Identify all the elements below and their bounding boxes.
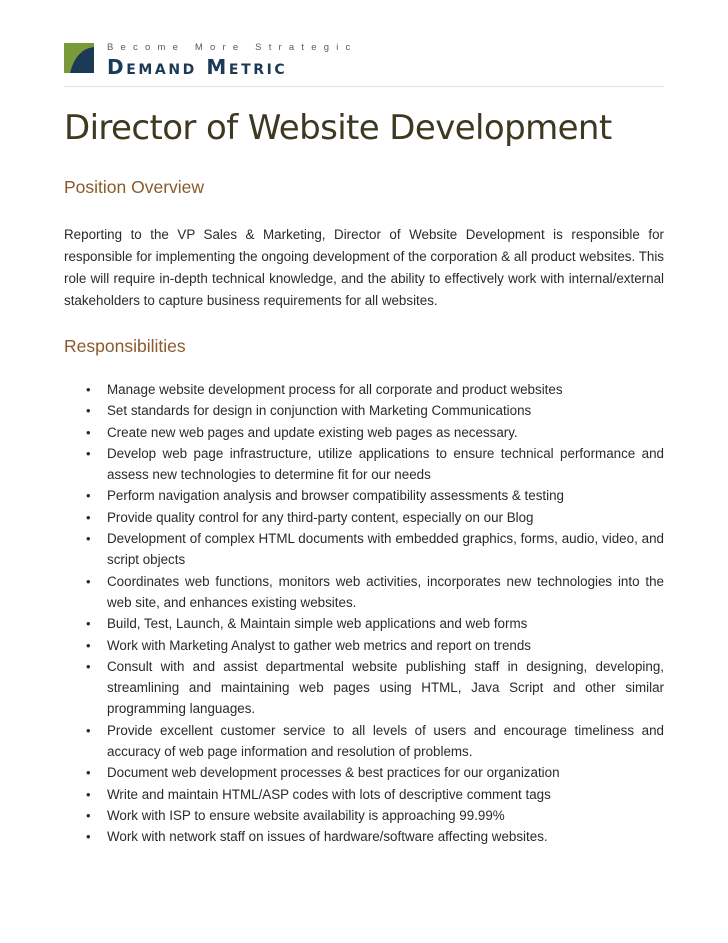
demand-metric-logo-icon: [64, 43, 94, 73]
list-item: [64, 400, 664, 421]
list-item-text: Provide quality control for any third-party content, especially on our Blog: [107, 509, 534, 525]
position-overview-text: Reporting to the VP Sales & Marketing, Director of Website Development is responsible for responsible for implementing the ongoing development of the corporation & all product websites. This role will require in-depth technical knowledge, and the ability to effectively work with internal/external stakeholders to capture business requirements for all websites.: [64, 227, 664, 308]
list-item-text: Work with Marketing Analyst to gather web metrics and report on trends: [107, 637, 531, 653]
bullet-icon: •: [86, 445, 91, 461]
list-item: [64, 656, 664, 720]
list-item-text: Set standards for design in conjunction with Marketing Communications: [107, 403, 532, 419]
list-item: [64, 443, 664, 486]
list-item: [64, 507, 664, 528]
list-item-text: Development of complex HTML documents with embedded graphics, forms, audio, video, and script objects: [107, 531, 664, 568]
brand-tagline: Become More Strategic: [107, 42, 358, 53]
list-item: [64, 784, 664, 805]
bullet-icon: •: [86, 616, 91, 632]
list-item: [64, 571, 664, 614]
list-item-text: Work with ISP to ensure website availability is approaching 99.99%: [107, 807, 505, 823]
responsibilities-list: [64, 379, 664, 848]
bullet-icon: •: [86, 531, 91, 547]
bullet-icon: •: [86, 722, 91, 738]
list-item: [64, 720, 664, 763]
list-item-text: Build, Test, Launch, & Maintain simple web applications and web forms: [107, 616, 528, 632]
list-item: [64, 485, 664, 506]
bullet-icon: •: [86, 829, 91, 845]
bullet-icon: •: [86, 637, 91, 653]
bullet-icon: •: [86, 382, 91, 397]
list-item-text: Write and maintain HTML/ASP codes with lots of descriptive comment tags: [107, 786, 551, 802]
list-item-text: Document web development processes & best practices for our organization: [107, 765, 560, 781]
responsibilities-heading: Responsibilities: [64, 336, 186, 356]
list-item: [64, 762, 664, 783]
list-item: [64, 613, 664, 634]
list-item: [64, 379, 664, 400]
page-header: [64, 30, 664, 90]
bullet-icon: •: [86, 807, 91, 823]
list-item-text: Consult with and assist departmental website publishing staff in designing, developing, streamlining and maintaining web pages using HTML, Java Script and other similar programming languages.: [107, 658, 664, 717]
bullet-icon: •: [86, 424, 91, 440]
list-item-text: Provide excellent customer service to all levels of users and encourage timeliness and accuracy of web page information and resolution of problems.: [107, 722, 664, 760]
list-item: [64, 805, 664, 826]
brand-name: Demand Metric: [107, 55, 288, 79]
list-item: [64, 826, 664, 847]
list-item: [64, 422, 664, 443]
bullet-icon: •: [86, 658, 91, 674]
list-item-text: Manage website development process for all corporate and product websites: [107, 382, 563, 397]
page-title: Director of Website Development: [64, 108, 612, 148]
list-item: [64, 528, 664, 571]
bullet-icon: •: [86, 509, 91, 525]
list-item-text: Develop web page infrastructure, utilize applications to ensure technical performance and assess new technologies to determine fit for our needs: [107, 445, 664, 483]
list-item-text: Coordinates web functions, monitors web activities, incorporates new technologies into the web site, and enhances existing websites.: [107, 573, 664, 610]
bullet-icon: •: [86, 488, 91, 504]
list-item: [64, 635, 664, 656]
list-item-text: Create new web pages and update existing web pages as necessary.: [107, 424, 518, 440]
bullet-icon: •: [86, 786, 91, 802]
position-overview-heading: Position Overview: [64, 177, 205, 197]
bullet-icon: •: [86, 765, 91, 781]
header-divider: [64, 86, 664, 87]
bullet-icon: •: [86, 573, 91, 589]
list-item-text: Perform navigation analysis and browser compatibility assessments & testing: [107, 488, 564, 504]
list-item-text: Work with network staff on issues of hardware/software affecting websites.: [107, 829, 548, 845]
bullet-icon: •: [86, 403, 91, 419]
